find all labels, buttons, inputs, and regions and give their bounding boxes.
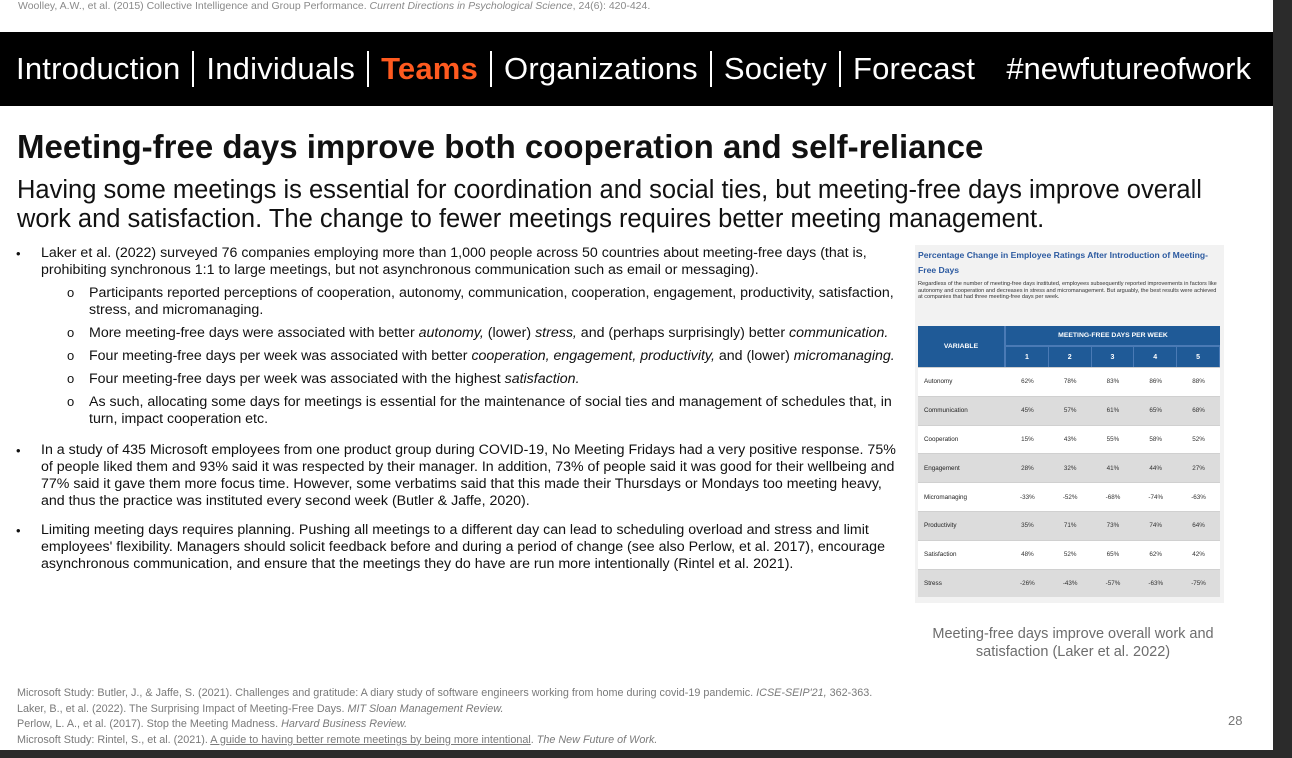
table-row (918, 396, 1220, 425)
nav-item-society[interactable]: Society (723, 51, 827, 86)
bullet-text: Limiting meeting days requires planning. Pushing all meetings to a different day can lead to scheduling overload and stress and limit employees' flexibility. Managers should solicit feedback before and during a period of change (see also Perlow, et al. 2017), encourage asynchronous communication, and ensure that the meetings they do have are run more intentionally (Rintel et al. 2021). (41, 522, 885, 572)
nav-item-organizations[interactable]: Organizations (504, 51, 698, 86)
table-cell-value: -26% (1006, 569, 1049, 598)
text-run: (lower) (483, 325, 536, 341)
table-cell-variable: Communication (918, 396, 1006, 425)
bullet-text: In a study of 435 Microsoft employees from one product group during COVID-19, No Meeting Fridays had a very positive response. 75% of people liked them and 93% said it was respected by their manager. In addition, 73% of people said it was good for their wellbeing and 77% said it gave them more focus time. However, some verbatims said that this made their Thursdays or Mondays too meeting heavy, and thus the practice was instituted every second week (Butler & Jaffe, 2020). (41, 442, 896, 509)
table-header-group: MEETING-FREE DAYS PER WEEK (1006, 326, 1220, 347)
table-column-header: 3 (1092, 347, 1135, 367)
table-column-header: 2 (1049, 347, 1092, 367)
table-cell-value: 57% (1049, 396, 1092, 425)
sub-bullet-perceptions (41, 285, 905, 319)
nav-item-individuals[interactable]: Individuals (206, 51, 356, 86)
text-run: More meeting-free days were associated with better (89, 325, 419, 341)
table-cell-value: 35% (1006, 511, 1049, 540)
table-cell-value: 42% (1177, 540, 1220, 569)
table-column-header: 1 (1006, 347, 1049, 367)
table-cell-value: -63% (1177, 482, 1220, 511)
table-cell-variable: Satisfaction (918, 540, 1006, 569)
bullet-text: Laker et al. (2022) surveyed 76 companies employing more than 1,000 people across 50 countries about meeting-free days (that is, prohibiting synchronous 1:1 to large meetings, but not asynchronous communication such as email or messaging). (41, 245, 867, 278)
table-cell-value: 61% (1092, 396, 1135, 425)
reference-perlow (17, 717, 1117, 733)
figure-meeting-free-days (915, 245, 1224, 603)
reference-text: Perlow, L. A., et al. (2017). Stop the Meeting Madness. (17, 718, 282, 731)
table-cell-value: 65% (1092, 540, 1135, 569)
reference-butler (17, 686, 1117, 702)
table-row (918, 540, 1220, 569)
references (17, 686, 1117, 748)
table-cell-value: 62% (1134, 540, 1177, 569)
table-cell-value: 71% (1049, 511, 1092, 540)
table-cell-value: 28% (1006, 453, 1049, 482)
sub-bullet-more-days (41, 325, 905, 342)
table-cell-value: 62% (1006, 367, 1049, 396)
table-row (918, 367, 1220, 396)
table-cell-value: -63% (1134, 569, 1177, 598)
figure-table (918, 326, 1220, 597)
sub-bullet-four-days-satisfaction (41, 371, 905, 388)
table-cell-value: 74% (1134, 511, 1177, 540)
text-run: and (lower) (714, 348, 794, 364)
table-row (918, 569, 1220, 598)
figure-title: Percentage Change in Employee Ratings After Introduction of Meeting-Free Days (918, 250, 1208, 275)
figure-caption: Meeting-free days improve overall work and satisfaction (Laker et al. 2022) (932, 626, 1214, 660)
italic-run: cooperation, engagement, productivity, (471, 348, 715, 364)
table-cell-value: 45% (1006, 396, 1049, 425)
reference-venue: ICSE-SEIP'21, (756, 687, 827, 699)
table-row (918, 425, 1220, 454)
table-cell-value: 52% (1177, 425, 1220, 454)
table-cell-value: 55% (1092, 425, 1135, 454)
nav-bar (0, 32, 1273, 106)
table-cell-value: -33% (1006, 482, 1049, 511)
table-cell-value: 41% (1092, 453, 1135, 482)
table-cell-value: 68% (1177, 396, 1220, 425)
table-cell-value: 27% (1177, 453, 1220, 482)
reference-venue: MIT Sloan Management Review. (347, 702, 504, 715)
sub-bullet-text: As such, allocating some days for meetings is essential for the maintenance of social ties and management of schedules that, in turn, impact cooperation etc. (89, 394, 892, 427)
page-number: 28 (1228, 713, 1243, 728)
slide-subtitle: Having some meetings is essential for coordination and social ties, but meeting-free days improve overall work and satisfaction. The change to fewer meetings requires better meeting management. (17, 176, 1202, 233)
window-edge-right (1273, 0, 1292, 758)
nav-separator (839, 51, 841, 87)
table-cell-value: 78% (1049, 367, 1092, 396)
top-citation-suffix: , 24(6): 420-424. (572, 0, 651, 12)
table-cell-variable: Productivity (918, 511, 1006, 540)
reference-venue: Harvard Business Review. (281, 718, 408, 731)
hashtag-link[interactable]: #newfutureofwork (1006, 51, 1251, 86)
table-cell-value: 83% (1092, 367, 1135, 396)
nav-separator (192, 51, 194, 87)
table-row (918, 511, 1220, 540)
table-cell-value: -74% (1134, 482, 1177, 511)
table-cell-variable: Cooperation (918, 425, 1006, 454)
table-cell-value: 44% (1134, 453, 1177, 482)
text-run: Four meeting-free days per week was associated with the highest (89, 371, 505, 387)
nav-separator (490, 51, 492, 87)
table-cell-value: 88% (1177, 367, 1220, 396)
reference-text: Microsoft Study: Rintel, S., et al. (2021). (17, 733, 211, 746)
reference-laker (17, 702, 1117, 718)
table-cell-value: 43% (1049, 425, 1092, 454)
table-cell-value: 52% (1049, 540, 1092, 569)
table-cell-value: -75% (1177, 569, 1220, 598)
table-row (918, 482, 1220, 511)
italic-run: satisfaction. (504, 371, 580, 387)
table-cell-value: 32% (1049, 453, 1092, 482)
nav-links (16, 48, 975, 90)
figure-description: Regardless of the number of meeting-free days instituted, employees subsequently reported improvements in factors like autonomy and cooperation and decreases in stress and micromanagement. But arguably, the best results were achieved at companies that had three meeting-free days per week. (918, 281, 1217, 300)
sub-bullet-text: Participants reported perceptions of cooperation, autonomy, communication, cooperation, engagement, productivity, satisfaction, stress, and micromanaging. (89, 285, 894, 318)
sub-bullet-allocating-days (41, 394, 905, 428)
reference-rintel (17, 733, 1117, 749)
table-cell-value: 64% (1177, 511, 1220, 540)
reference-venue: The New Future of Work. (536, 733, 658, 746)
table-row (918, 453, 1220, 482)
nav-item-teams[interactable]: Teams (381, 51, 479, 86)
table-cell-value: 86% (1134, 367, 1177, 396)
table-cell-value: -52% (1049, 482, 1092, 511)
table-cell-value: 65% (1134, 396, 1177, 425)
table-body (918, 367, 1220, 597)
bullet-microsoft-study (15, 442, 905, 510)
italic-run: micromanaging. (793, 348, 895, 364)
nav-item-introduction[interactable]: Introduction (16, 51, 181, 86)
table-cell-value: 15% (1006, 425, 1049, 454)
nav-item-forecast[interactable]: Forecast (852, 51, 976, 86)
slide-title: Meeting-free days improve both cooperation and self-reliance (17, 128, 984, 165)
table-cell-value: 73% (1092, 511, 1135, 540)
table-cell-value: -68% (1092, 482, 1135, 511)
italic-run: communication. (789, 325, 889, 341)
table-cell-value: -57% (1092, 569, 1135, 598)
table-header-variable: VARIABLE (918, 326, 1006, 367)
table-cell-variable: Micromanaging (918, 482, 1006, 511)
top-citation-text: Woolley, A.W., et al. (2015) Collective Intelligence and Group Performance. (18, 0, 370, 12)
table-cell-value: 48% (1006, 540, 1049, 569)
table-cell-variable: Autonomy (918, 367, 1006, 396)
nav-separator (367, 51, 369, 87)
window-edge-bottom (0, 750, 1273, 758)
nav-separator (710, 51, 712, 87)
italic-run: autonomy, (418, 325, 484, 341)
table-cell-value: -43% (1049, 569, 1092, 598)
reference-text: Laker, B., et al. (2022). The Surprising Impact of Meeting-Free Days. (17, 702, 348, 715)
table-column-header: 4 (1134, 347, 1177, 367)
reference-text: . (530, 733, 537, 746)
reference-link[interactable]: A guide to having better remote meetings by being more intentional (210, 733, 531, 746)
text-run: and (perhaps surprisingly) better (576, 325, 789, 341)
top-citation (18, 0, 650, 12)
reference-tail: 362-363. (826, 687, 873, 699)
table-cell-variable: Engagement (918, 453, 1006, 482)
sub-bullet-list (41, 285, 905, 428)
table-column-header: 5 (1177, 347, 1220, 367)
text-run: Four meeting-free days per week was associated with better (89, 348, 472, 364)
sub-bullet-four-days-cooperation (41, 348, 905, 365)
table-cell-value: 58% (1134, 425, 1177, 454)
bullet-list (15, 245, 905, 583)
reference-text: Microsoft Study: Butler, J., & Jaffe, S. (2021). Challenges and gratitude: A diary study of software engineers working from home during covid-19 pandemic. (17, 687, 757, 699)
table-cell-variable: Stress (918, 569, 1006, 598)
bullet-laker-study (15, 245, 905, 428)
top-citation-journal: Current Directions in Psychological Science (369, 0, 573, 12)
bullet-limiting-meetings (15, 522, 905, 573)
italic-run: stress, (535, 325, 577, 341)
